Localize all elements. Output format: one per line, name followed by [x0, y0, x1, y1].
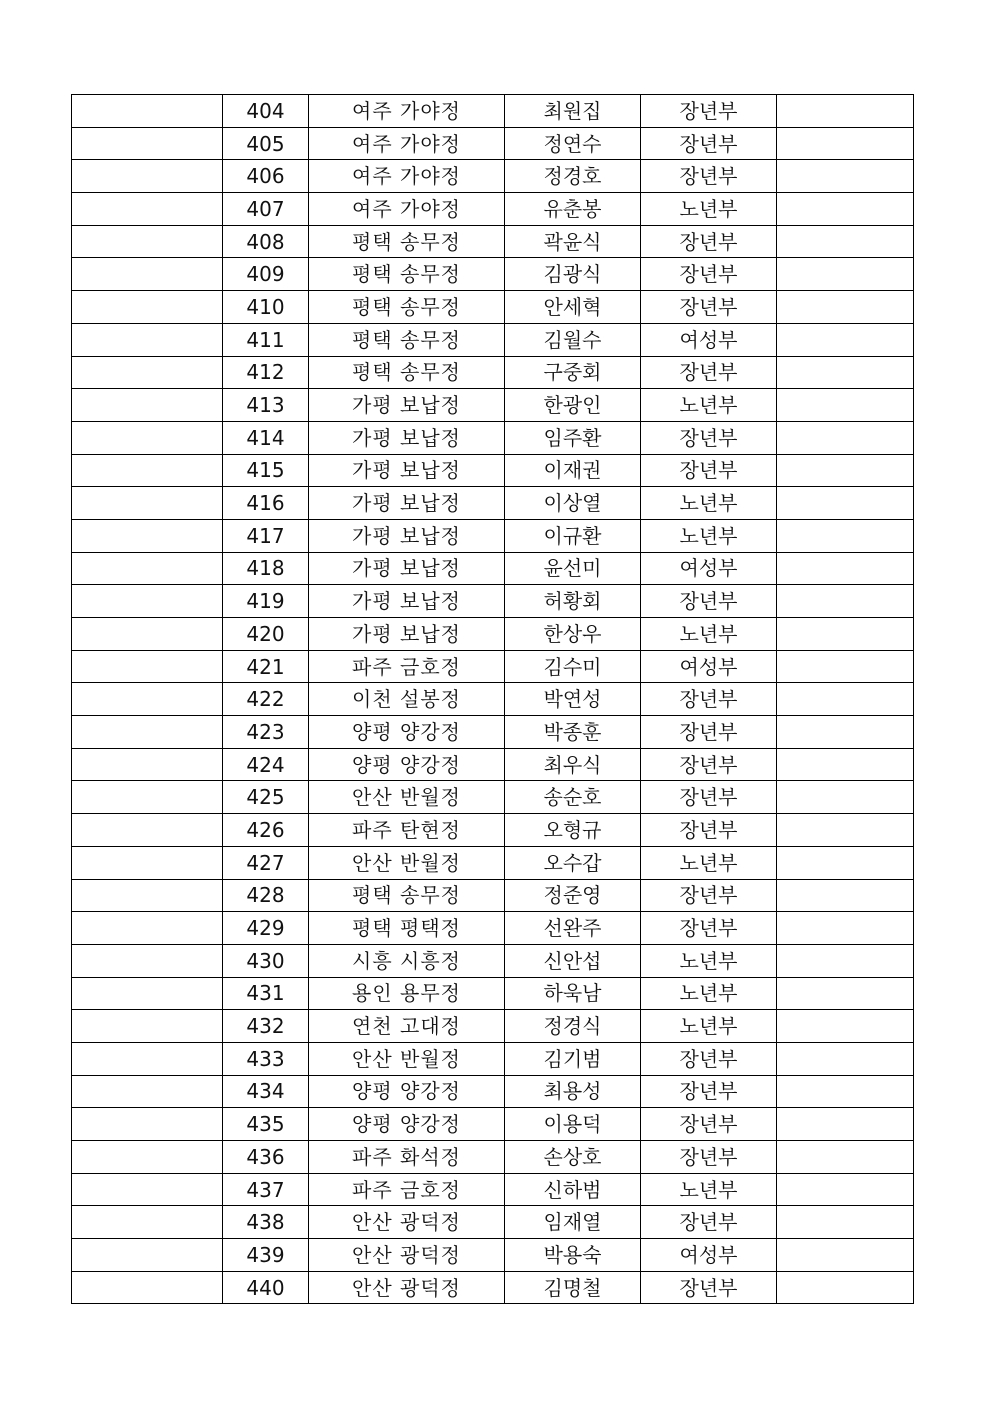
- name-cell: 최원집: [505, 95, 641, 128]
- table-row: [72, 160, 914, 193]
- number-cell: 431: [223, 977, 309, 1010]
- table-row: [72, 454, 914, 487]
- club-cell: 가평 보납정: [309, 552, 505, 585]
- number-cell: 430: [223, 944, 309, 977]
- division-cell: 장년부: [641, 95, 777, 128]
- name-cell: 정연수: [505, 127, 641, 160]
- number-cell: 406: [223, 160, 309, 193]
- table-row: [72, 323, 914, 356]
- club-cell: 여주 가야정: [309, 160, 505, 193]
- club-cell: 평택 송무정: [309, 258, 505, 291]
- empty-cell: [72, 1141, 223, 1174]
- division-cell: 노년부: [641, 846, 777, 879]
- table-row: [72, 1271, 914, 1304]
- empty-cell: [777, 1206, 914, 1239]
- club-cell: 안산 광덕정: [309, 1239, 505, 1272]
- empty-cell: [777, 1010, 914, 1043]
- division-cell: 장년부: [641, 160, 777, 193]
- empty-cell: [72, 1075, 223, 1108]
- club-cell: 파주 금호정: [309, 650, 505, 683]
- club-cell: 여주 가야정: [309, 95, 505, 128]
- name-cell: 윤선미: [505, 552, 641, 585]
- table-row: [72, 389, 914, 422]
- number-cell: 427: [223, 846, 309, 879]
- empty-cell: [777, 193, 914, 226]
- table-row: [72, 258, 914, 291]
- name-cell: 안세혁: [505, 291, 641, 324]
- number-cell: 422: [223, 683, 309, 716]
- empty-cell: [72, 912, 223, 945]
- number-cell: 426: [223, 814, 309, 847]
- table-row: [72, 356, 914, 389]
- number-cell: 434: [223, 1075, 309, 1108]
- division-cell: 장년부: [641, 1108, 777, 1141]
- number-cell: 409: [223, 258, 309, 291]
- division-cell: 장년부: [641, 356, 777, 389]
- division-cell: 노년부: [641, 519, 777, 552]
- empty-cell: [777, 1271, 914, 1304]
- name-cell: 오수갑: [505, 846, 641, 879]
- empty-cell: [72, 879, 223, 912]
- number-cell: 425: [223, 781, 309, 814]
- division-cell: 노년부: [641, 487, 777, 520]
- empty-cell: [777, 454, 914, 487]
- division-cell: 장년부: [641, 912, 777, 945]
- empty-cell: [72, 1173, 223, 1206]
- name-cell: 이규환: [505, 519, 641, 552]
- club-cell: 안산 반월정: [309, 846, 505, 879]
- table-row: [72, 618, 914, 651]
- name-cell: 김기범: [505, 1042, 641, 1075]
- empty-cell: [777, 160, 914, 193]
- empty-cell: [72, 193, 223, 226]
- number-cell: 407: [223, 193, 309, 226]
- name-cell: 정준영: [505, 879, 641, 912]
- club-cell: 파주 화석정: [309, 1141, 505, 1174]
- name-cell: 하욱남: [505, 977, 641, 1010]
- division-cell: 장년부: [641, 716, 777, 749]
- number-cell: 423: [223, 716, 309, 749]
- empty-cell: [72, 814, 223, 847]
- club-cell: 평택 송무정: [309, 225, 505, 258]
- table-row: [72, 814, 914, 847]
- empty-cell: [72, 356, 223, 389]
- club-cell: 파주 금호정: [309, 1173, 505, 1206]
- table-row: [72, 1042, 914, 1075]
- empty-cell: [777, 1173, 914, 1206]
- name-cell: 이재권: [505, 454, 641, 487]
- name-cell: 최용성: [505, 1075, 641, 1108]
- division-cell: 장년부: [641, 225, 777, 258]
- empty-cell: [777, 95, 914, 128]
- division-cell: 장년부: [641, 879, 777, 912]
- empty-cell: [72, 977, 223, 1010]
- club-cell: 가평 보납정: [309, 487, 505, 520]
- empty-cell: [72, 683, 223, 716]
- empty-cell: [72, 1239, 223, 1272]
- club-cell: 양평 양강정: [309, 1075, 505, 1108]
- division-cell: 여성부: [641, 552, 777, 585]
- number-cell: 416: [223, 487, 309, 520]
- number-cell: 420: [223, 618, 309, 651]
- club-cell: 가평 보납정: [309, 519, 505, 552]
- division-cell: 장년부: [641, 1141, 777, 1174]
- club-cell: 평택 송무정: [309, 323, 505, 356]
- division-cell: 장년부: [641, 748, 777, 781]
- name-cell: 정경호: [505, 160, 641, 193]
- division-cell: 장년부: [641, 127, 777, 160]
- table-row: [72, 1141, 914, 1174]
- division-cell: 장년부: [641, 1271, 777, 1304]
- division-cell: 여성부: [641, 1239, 777, 1272]
- empty-cell: [72, 944, 223, 977]
- division-cell: 장년부: [641, 781, 777, 814]
- name-cell: 박용숙: [505, 1239, 641, 1272]
- empty-cell: [777, 944, 914, 977]
- table-row: [72, 912, 914, 945]
- club-cell: 양평 양강정: [309, 1108, 505, 1141]
- name-cell: 최우식: [505, 748, 641, 781]
- empty-cell: [777, 291, 914, 324]
- number-cell: 435: [223, 1108, 309, 1141]
- name-cell: 한상우: [505, 618, 641, 651]
- empty-cell: [72, 225, 223, 258]
- club-cell: 평택 송무정: [309, 879, 505, 912]
- division-cell: 장년부: [641, 683, 777, 716]
- table-row: [72, 683, 914, 716]
- empty-cell: [777, 356, 914, 389]
- empty-cell: [777, 1141, 914, 1174]
- number-cell: 413: [223, 389, 309, 422]
- number-cell: 411: [223, 323, 309, 356]
- empty-cell: [777, 1239, 914, 1272]
- division-cell: 장년부: [641, 585, 777, 618]
- division-cell: 장년부: [641, 814, 777, 847]
- name-cell: 신하범: [505, 1173, 641, 1206]
- number-cell: 419: [223, 585, 309, 618]
- club-cell: 용인 용무정: [309, 977, 505, 1010]
- empty-cell: [72, 552, 223, 585]
- empty-cell: [72, 1010, 223, 1043]
- table-row: [72, 781, 914, 814]
- table-row: [72, 291, 914, 324]
- empty-cell: [72, 1042, 223, 1075]
- table-row: [72, 225, 914, 258]
- table-row: [72, 879, 914, 912]
- table-row: [72, 716, 914, 749]
- empty-cell: [72, 258, 223, 291]
- number-cell: 428: [223, 879, 309, 912]
- number-cell: 415: [223, 454, 309, 487]
- empty-cell: [777, 552, 914, 585]
- club-cell: 가평 보납정: [309, 421, 505, 454]
- empty-cell: [777, 846, 914, 879]
- club-cell: 양평 양강정: [309, 716, 505, 749]
- club-cell: 안산 반월정: [309, 1042, 505, 1075]
- roster-table-body: [72, 95, 914, 1304]
- name-cell: 박연성: [505, 683, 641, 716]
- division-cell: 장년부: [641, 291, 777, 324]
- empty-cell: [777, 421, 914, 454]
- table-row: [72, 585, 914, 618]
- number-cell: 418: [223, 552, 309, 585]
- empty-cell: [72, 1206, 223, 1239]
- name-cell: 이상열: [505, 487, 641, 520]
- division-cell: 노년부: [641, 977, 777, 1010]
- club-cell: 이천 설봉정: [309, 683, 505, 716]
- table-row: [72, 1108, 914, 1141]
- table-row: [72, 748, 914, 781]
- empty-cell: [777, 323, 914, 356]
- name-cell: 유춘봉: [505, 193, 641, 226]
- club-cell: 여주 가야정: [309, 193, 505, 226]
- number-cell: 429: [223, 912, 309, 945]
- division-cell: 장년부: [641, 1075, 777, 1108]
- table-row: [72, 846, 914, 879]
- number-cell: 437: [223, 1173, 309, 1206]
- table-row: [72, 193, 914, 226]
- number-cell: 408: [223, 225, 309, 258]
- empty-cell: [72, 421, 223, 454]
- division-cell: 장년부: [641, 421, 777, 454]
- name-cell: 김광식: [505, 258, 641, 291]
- club-cell: 가평 보납정: [309, 389, 505, 422]
- empty-cell: [777, 1075, 914, 1108]
- division-cell: 노년부: [641, 944, 777, 977]
- table-row: [72, 977, 914, 1010]
- name-cell: 임재열: [505, 1206, 641, 1239]
- name-cell: 박종훈: [505, 716, 641, 749]
- division-cell: 노년부: [641, 1010, 777, 1043]
- empty-cell: [72, 650, 223, 683]
- club-cell: 가평 보납정: [309, 585, 505, 618]
- empty-cell: [72, 618, 223, 651]
- empty-cell: [777, 585, 914, 618]
- name-cell: 곽윤식: [505, 225, 641, 258]
- name-cell: 김월수: [505, 323, 641, 356]
- name-cell: 정경식: [505, 1010, 641, 1043]
- number-cell: 440: [223, 1271, 309, 1304]
- empty-cell: [777, 814, 914, 847]
- roster-table: [71, 94, 914, 1304]
- division-cell: 장년부: [641, 258, 777, 291]
- table-row: [72, 1239, 914, 1272]
- empty-cell: [72, 585, 223, 618]
- table-row: [72, 1173, 914, 1206]
- table-row: [72, 944, 914, 977]
- club-cell: 안산 광덕정: [309, 1271, 505, 1304]
- club-cell: 연천 고대정: [309, 1010, 505, 1043]
- name-cell: 임주환: [505, 421, 641, 454]
- empty-cell: [72, 95, 223, 128]
- empty-cell: [777, 487, 914, 520]
- number-cell: 439: [223, 1239, 309, 1272]
- number-cell: 432: [223, 1010, 309, 1043]
- empty-cell: [777, 650, 914, 683]
- name-cell: 한광인: [505, 389, 641, 422]
- empty-cell: [777, 748, 914, 781]
- empty-cell: [777, 977, 914, 1010]
- name-cell: 신안섭: [505, 944, 641, 977]
- empty-cell: [72, 846, 223, 879]
- number-cell: 412: [223, 356, 309, 389]
- empty-cell: [72, 716, 223, 749]
- empty-cell: [777, 225, 914, 258]
- table-row: [72, 421, 914, 454]
- club-cell: 평택 송무정: [309, 291, 505, 324]
- number-cell: 405: [223, 127, 309, 160]
- table-row: [72, 127, 914, 160]
- empty-cell: [777, 1042, 914, 1075]
- division-cell: 장년부: [641, 1206, 777, 1239]
- name-cell: 선완주: [505, 912, 641, 945]
- empty-cell: [777, 716, 914, 749]
- empty-cell: [72, 160, 223, 193]
- division-cell: 여성부: [641, 650, 777, 683]
- empty-cell: [72, 487, 223, 520]
- division-cell: 여성부: [641, 323, 777, 356]
- empty-cell: [72, 291, 223, 324]
- number-cell: 436: [223, 1141, 309, 1174]
- division-cell: 장년부: [641, 1042, 777, 1075]
- table-row: [72, 487, 914, 520]
- number-cell: 404: [223, 95, 309, 128]
- empty-cell: [777, 912, 914, 945]
- division-cell: 노년부: [641, 389, 777, 422]
- empty-cell: [72, 389, 223, 422]
- table-row: [72, 552, 914, 585]
- division-cell: 노년부: [641, 193, 777, 226]
- name-cell: 송순호: [505, 781, 641, 814]
- club-cell: 파주 탄현정: [309, 814, 505, 847]
- number-cell: 410: [223, 291, 309, 324]
- empty-cell: [777, 781, 914, 814]
- number-cell: 417: [223, 519, 309, 552]
- empty-cell: [777, 258, 914, 291]
- empty-cell: [72, 127, 223, 160]
- name-cell: 김명철: [505, 1271, 641, 1304]
- name-cell: 이용덕: [505, 1108, 641, 1141]
- number-cell: 424: [223, 748, 309, 781]
- empty-cell: [777, 683, 914, 716]
- club-cell: 안산 광덕정: [309, 1206, 505, 1239]
- empty-cell: [72, 323, 223, 356]
- club-cell: 안산 반월정: [309, 781, 505, 814]
- table-row: [72, 650, 914, 683]
- name-cell: 구중회: [505, 356, 641, 389]
- club-cell: 가평 보납정: [309, 454, 505, 487]
- division-cell: 노년부: [641, 1173, 777, 1206]
- division-cell: 장년부: [641, 454, 777, 487]
- table-row: [72, 1075, 914, 1108]
- empty-cell: [777, 519, 914, 552]
- division-cell: 노년부: [641, 618, 777, 651]
- name-cell: 오형규: [505, 814, 641, 847]
- number-cell: 433: [223, 1042, 309, 1075]
- table-row: [72, 1206, 914, 1239]
- name-cell: 허황회: [505, 585, 641, 618]
- empty-cell: [72, 781, 223, 814]
- club-cell: 시흥 시흥정: [309, 944, 505, 977]
- table-row: [72, 95, 914, 128]
- empty-cell: [72, 454, 223, 487]
- empty-cell: [72, 1108, 223, 1141]
- empty-cell: [72, 519, 223, 552]
- empty-cell: [777, 389, 914, 422]
- number-cell: 438: [223, 1206, 309, 1239]
- table-row: [72, 519, 914, 552]
- table-row: [72, 1010, 914, 1043]
- empty-cell: [72, 1271, 223, 1304]
- empty-cell: [777, 879, 914, 912]
- empty-cell: [777, 618, 914, 651]
- club-cell: 평택 평택정: [309, 912, 505, 945]
- name-cell: 손상호: [505, 1141, 641, 1174]
- empty-cell: [777, 127, 914, 160]
- empty-cell: [777, 1108, 914, 1141]
- number-cell: 414: [223, 421, 309, 454]
- club-cell: 양평 양강정: [309, 748, 505, 781]
- club-cell: 여주 가야정: [309, 127, 505, 160]
- club-cell: 평택 송무정: [309, 356, 505, 389]
- name-cell: 김수미: [505, 650, 641, 683]
- number-cell: 421: [223, 650, 309, 683]
- empty-cell: [72, 748, 223, 781]
- club-cell: 가평 보납정: [309, 618, 505, 651]
